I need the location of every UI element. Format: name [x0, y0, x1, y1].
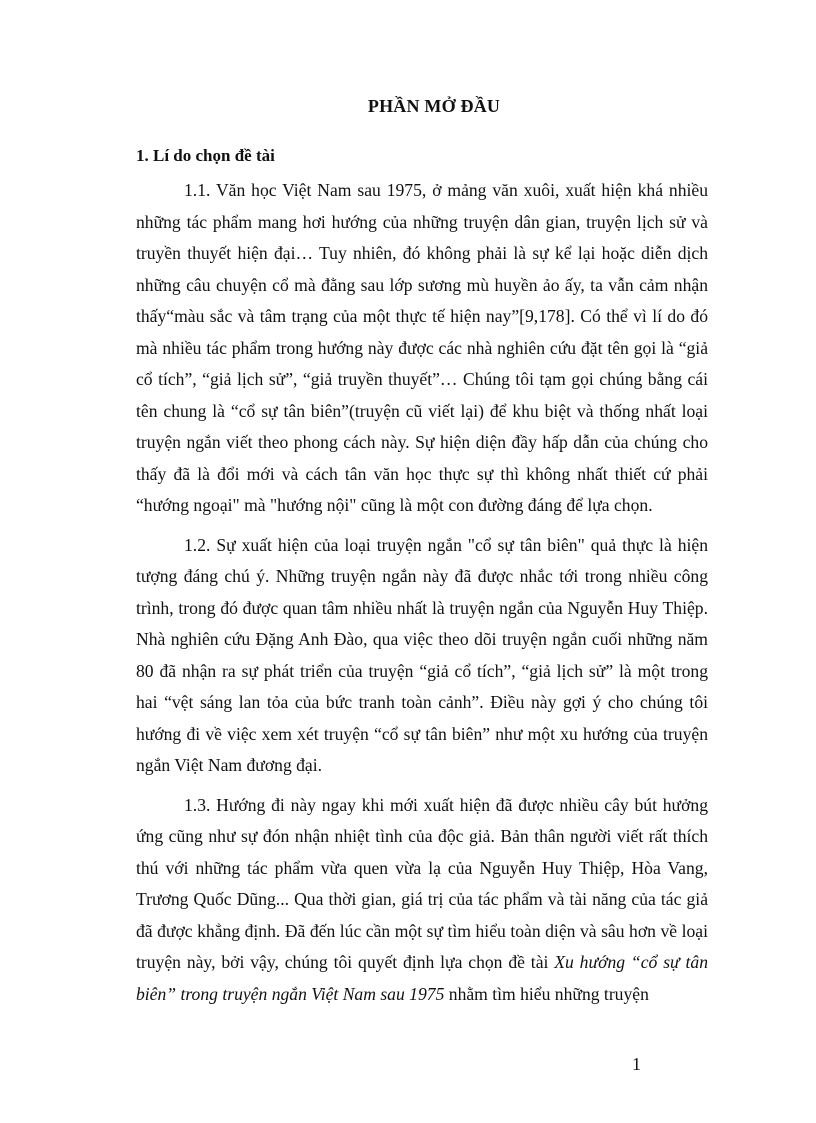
- paragraph-1-3: [136, 790, 708, 1011]
- thesis-title-italic: Xu hướng “cổ sự tân biên” trong truyện ngắn Việt Nam sau 1975: [136, 952, 708, 1004]
- document-body: [136, 175, 708, 1018]
- paragraph-1-3-text: 1.3. Hướng đi này ngay khi mới xuất hiện đã được nhiều cây bút hưởng ứng cũng như sự đón nhận nhiệt tình của độc giả. Bản thân người viết rất thích thú với những tác phẩm vừa quen vừa lạ của Nguyễn Huy Thiệp, Hòa Vang, Trương Quốc Dũng... Qua thời gian, giá trị của tác phẩm và tài năng của tác giả đã được khẳng định. Đã đến lúc cần một sự tìm hiểu toàn diện và sâu hơn về loại truyện này, bởi vậy, chúng tôi quyết định lựa chọn đề tài: [136, 794, 708, 972]
- paragraph-1-3-continuation: nhằm tìm hiểu những truyện: [444, 983, 649, 1004]
- section-heading: 1. Lí do chọn đề tài: [136, 146, 275, 165]
- paragraph-1-1: 1.1. Văn học Việt Nam sau 1975, ở mảng văn xuôi, xuất hiện khá nhiều những tác phẩm mang hơi hướng của những truyện dân gian, truyện lịch sử và truyền thuyết hiện đại… Tuy nhiên, đó không phải là sự kể lại hoặc diễn dịch những câu chuyện cổ mà đằng sau lớp sương mù huyền ảo ấy, ta vẫn cảm nhận thấy“màu sắc và tâm trạng của một thực tế hiện nay”[9,178]. Có thể vì lí do đó mà nhiều tác phẩm trong hướng này được các nhà nghiên cứu đặt tên gọi là “giả cổ tích”, “giả lịch sử”, “giả truyền thuyết”… Chúng tôi tạm gọi chúng bằng cái tên chung là “cổ sự tân biên”(truyện cũ viết lại) để khu biệt và thống nhất loại truyện ngắn viết theo phong cách này. Sự hiện diện đầy hấp dẫn của chúng cho thấy đã là đổi mới và cách tân văn học thực sự thì không nhất thiết cứ phải “hướng ngoại" mà "hướng nội" cũng là một con đường đáng để lựa chọn.: [136, 180, 708, 515]
- page-title: PHẦN MỞ ĐẦU: [367, 96, 501, 116]
- paragraph-1-2: 1.2. Sự xuất hiện của loại truyện ngắn "cổ sự tân biên" quả thực là hiện tượng đáng chú ý. Những truyện ngắn này đã được nhắc tới trong nhiều công trình, trong đó được quan tâm nhiều nhất là truyện ngắn của Nguyễn Huy Thiệp. Nhà nghiên cứu Đặng Anh Đào, qua việc theo dõi truyện ngắn cuối những năm 80 đã nhận ra sự phát triển của truyện “giả cổ tích”, “giả lịch sử” là một trong hai “vệt sáng lan tỏa của bức tranh toàn cảnh”. Điều này gợi ý cho chúng tôi hướng đi về việc xem xét truyện “cổ sự tân biên” như một xu hướng của truyện ngắn Việt Nam đương đại.: [136, 534, 708, 775]
- page-number: 1: [632, 1054, 641, 1074]
